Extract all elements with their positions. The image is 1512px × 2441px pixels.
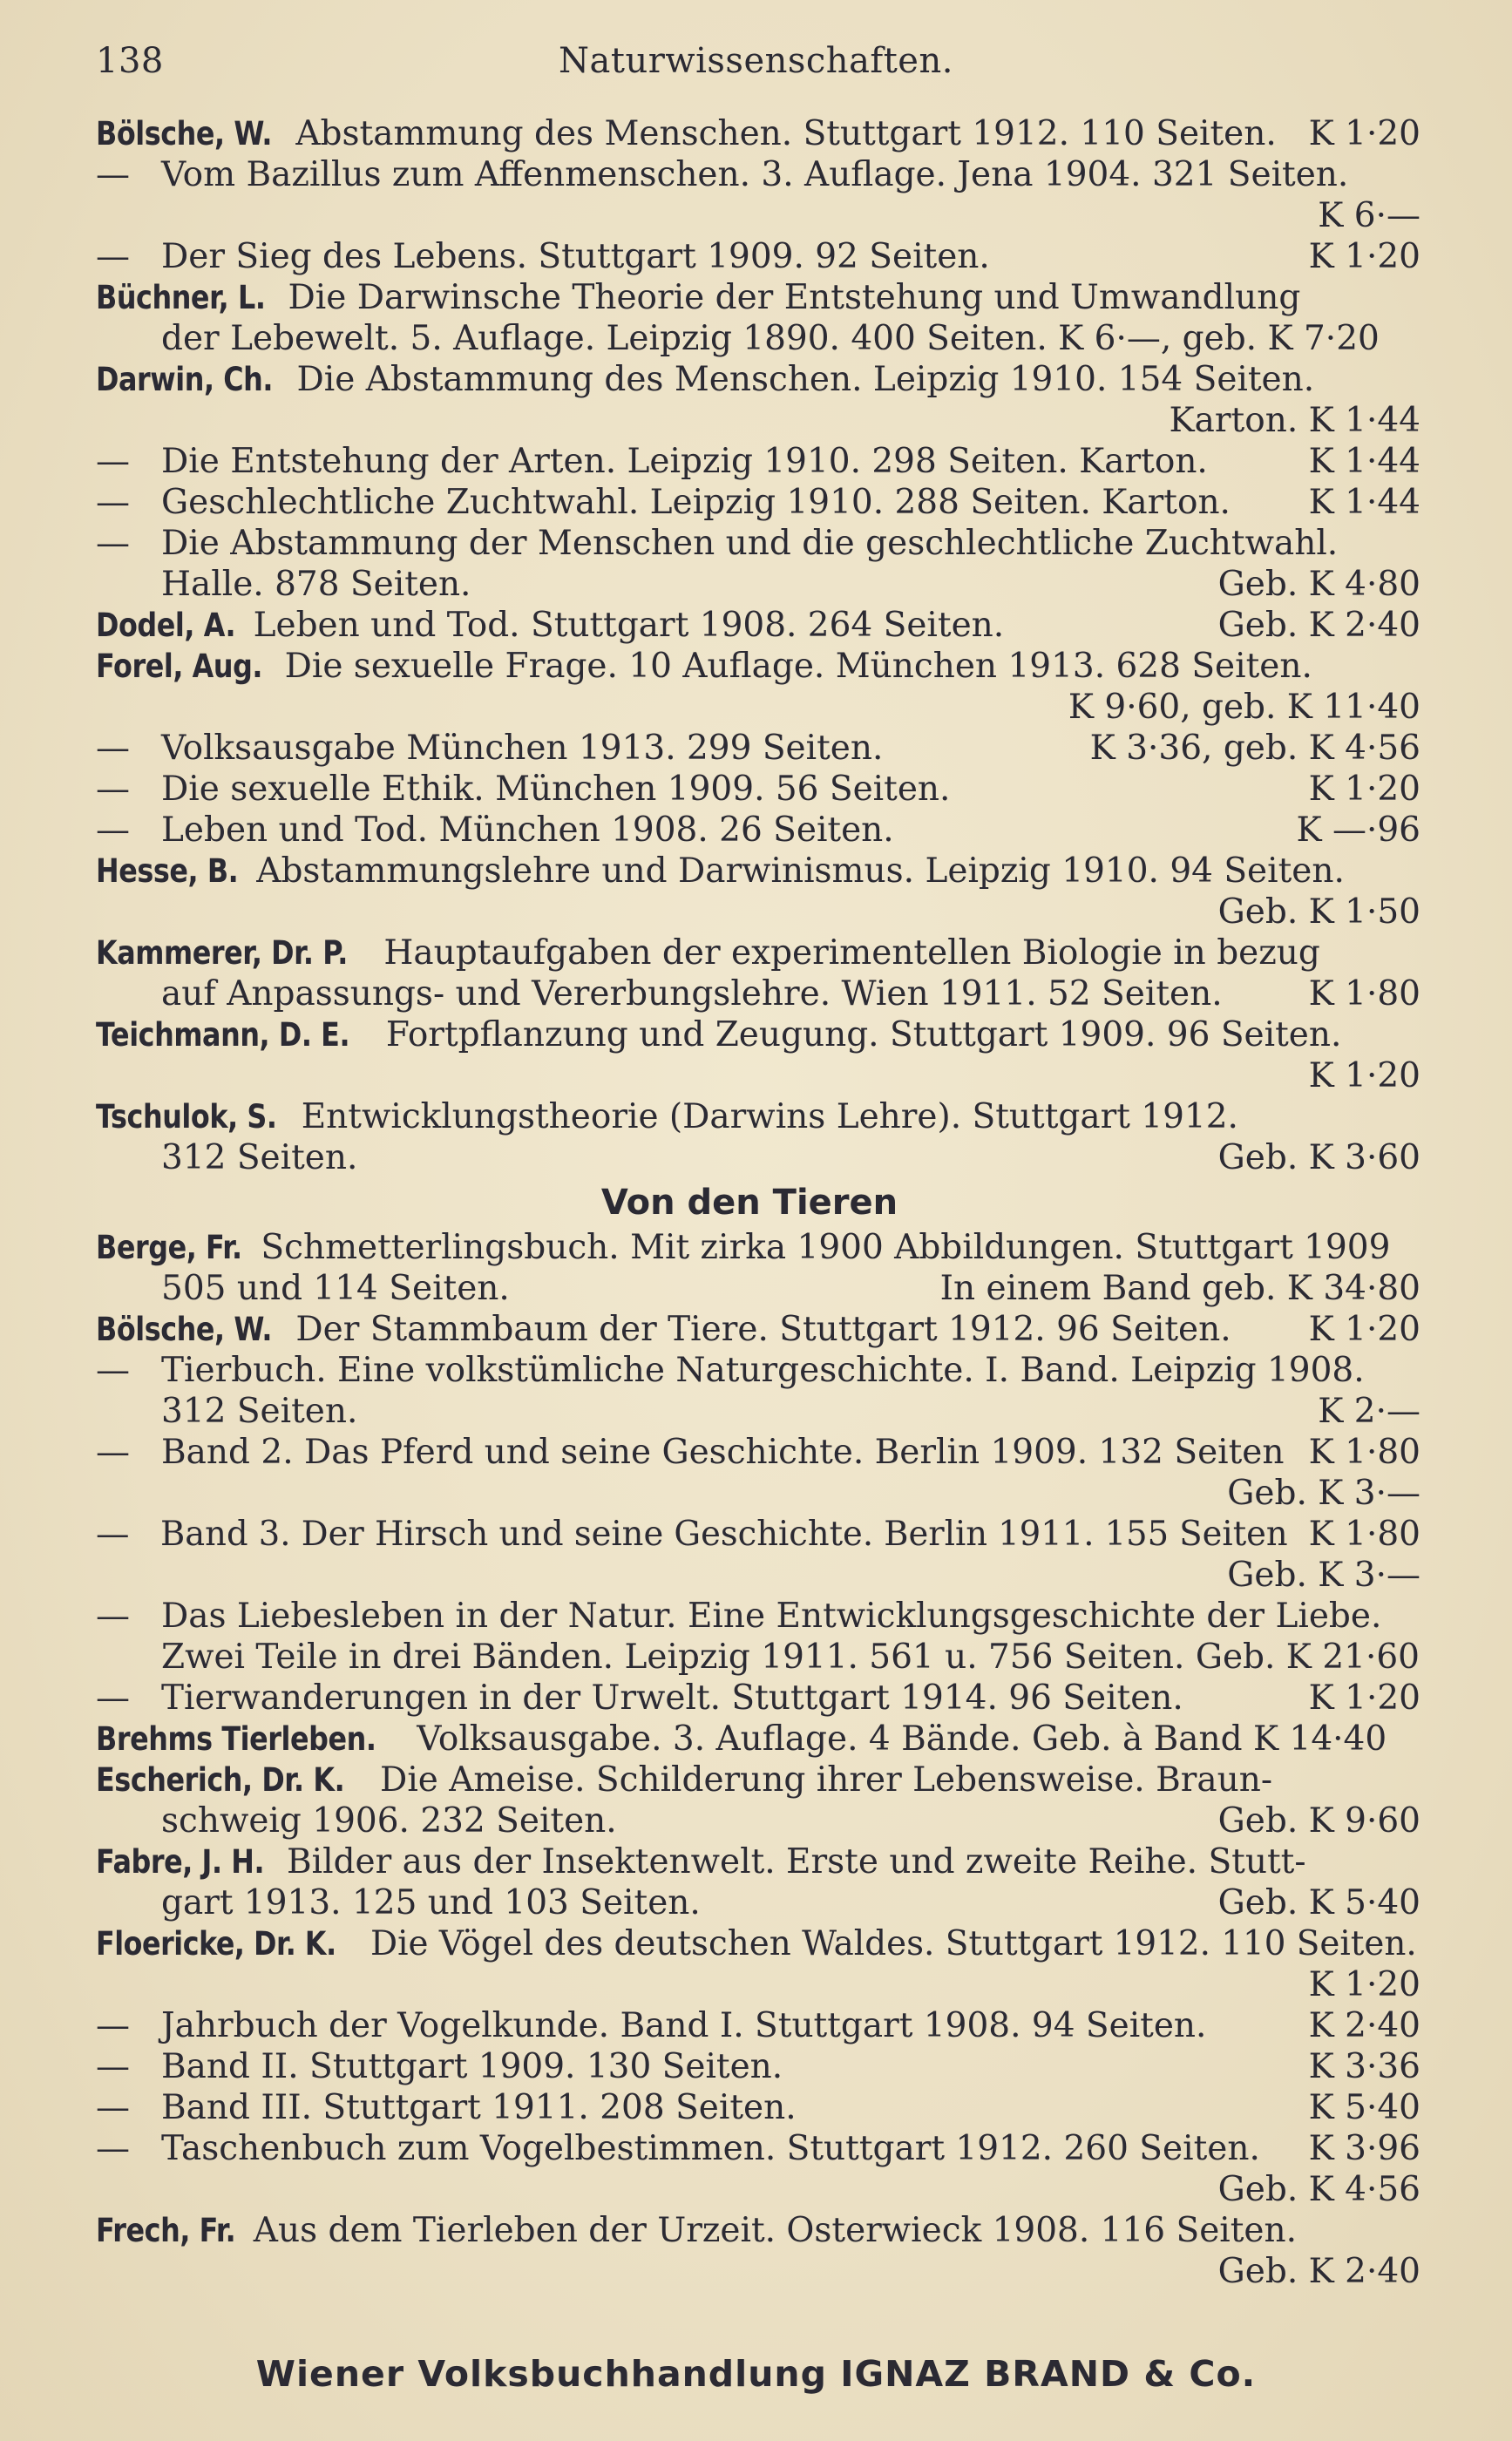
catalog-line	[96, 1268, 1420, 1309]
catalog-line	[96, 1096, 1420, 1137]
catalog-line	[96, 113, 1420, 154]
entry-text	[96, 1350, 1365, 1391]
title-text: schweig 1906. 232 Seiten.	[161, 1801, 617, 1841]
author-name: Escherich, Dr. K.	[96, 1761, 345, 1799]
price: K 9·60, geb. K 11·40	[1068, 688, 1420, 727]
catalog-line	[96, 2210, 1420, 2251]
ditto-dash: —	[96, 1433, 130, 1472]
catalog-line	[96, 523, 1420, 564]
title-text: Taschenbuch zum Vogelbestimmen. Stuttgart 1912. 260 Seiten.	[161, 2129, 1260, 2168]
catalog-line	[96, 2087, 1420, 2128]
author-name: Tschulok, S.	[96, 1098, 277, 1136]
catalog-line	[96, 1391, 1420, 1432]
price: Geb. K 4·80	[1217, 565, 1420, 604]
catalog-line	[96, 1882, 1420, 1923]
entry-text	[96, 2046, 783, 2087]
catalog-line	[96, 2169, 1420, 2210]
entry-text	[96, 236, 990, 277]
title-text: 505 und 114 Seiten.	[161, 1269, 510, 1308]
ditto-dash: —	[96, 1515, 130, 1554]
catalog-line	[96, 687, 1420, 728]
title-text: Vom Bazillus zum Affenmenschen. 3. Auflage. Jena 1904. 321 Seiten.	[161, 155, 1349, 194]
ditto-dash: —	[96, 155, 130, 194]
price: K 3·96	[1308, 2129, 1420, 2168]
entry-text	[161, 1800, 617, 1841]
author-name: Berge, Fr.	[96, 1229, 242, 1266]
entry-text	[161, 1268, 510, 1309]
entry-text	[96, 2005, 1206, 2046]
author-name: Dodel, A.	[96, 607, 236, 644]
catalog-line	[96, 1637, 1420, 1678]
price: Geb. K 9·60	[1217, 1801, 1420, 1841]
author-name: Floericke, Dr. K.	[96, 1925, 336, 1963]
author-name: Darwin, Ch.	[96, 361, 274, 398]
price: K 2·—	[1318, 1392, 1420, 1431]
price: K 3·36, geb. K 4·56	[1089, 729, 1420, 768]
title-text: Band 3. Der Hirsch und seine Geschichte. Berlin 1911. 155 Seiten	[159, 1515, 1288, 1554]
catalog-line	[96, 400, 1420, 441]
entry-text	[161, 1391, 357, 1432]
entry-text	[96, 1760, 1272, 1800]
ditto-dash: —	[96, 442, 130, 481]
catalog-line	[96, 973, 1420, 1014]
ditto-dash: —	[96, 2047, 130, 2086]
author-name: Büchner, L.	[96, 279, 266, 316]
entry-text	[161, 564, 471, 605]
catalog-line	[96, 2005, 1420, 2046]
author-name: Teichmann, D. E.	[96, 1016, 350, 1054]
entry-text	[96, 1841, 1306, 1882]
ditto-dash: —	[96, 1351, 130, 1390]
catalog-listing	[96, 113, 1420, 2292]
price: K 1·44	[1308, 442, 1420, 481]
title-text: Die Darwinsche Theorie der Entstehung und Umwandlung	[277, 278, 1301, 317]
price: K 2·40	[1308, 2006, 1420, 2045]
ditto-dash: —	[96, 1678, 130, 1718]
title-text: Die sexuelle Ethik. München 1909. 56 Seiten.	[161, 770, 951, 809]
price: Geb. K 3·—	[1227, 1474, 1420, 1513]
price: K 1·80	[1308, 1515, 1420, 1554]
title-text: Schmetterlingsbuch. Mit zirka 1900 Abbildungen. Stuttgart 1909	[250, 1228, 1391, 1267]
entry-text	[96, 1514, 1288, 1555]
ditto-dash: —	[96, 2088, 130, 2127]
entry-text	[96, 523, 1338, 564]
entry-text	[96, 769, 950, 810]
catalog-line	[96, 2046, 1420, 2087]
catalog-line	[96, 1014, 1420, 1055]
title-text: Tierbuch. Eine volkstümliche Naturgeschichte. I. Band. Leipzig 1908.	[161, 1351, 1365, 1390]
ditto-dash: —	[96, 524, 130, 563]
price: K 1·80	[1308, 1433, 1420, 1472]
catalog-line	[96, 1227, 1420, 1268]
entry-text	[96, 1678, 1183, 1719]
ditto-dash: —	[96, 729, 130, 768]
ditto-dash: —	[96, 1597, 130, 1636]
catalog-line	[96, 318, 1420, 359]
entry-text	[96, 1014, 1341, 1055]
title-text: Jahrbuch der Vogelkunde. Band I. Stuttgart 1908. 94 Seiten.	[161, 2006, 1207, 2045]
catalog-line	[96, 1555, 1420, 1596]
title-text: Hauptaufgaben der experimentellen Biologie in bezug	[372, 933, 1320, 973]
title-text: 312 Seiten.	[161, 1138, 358, 1177]
title-text: Die Abstammung des Menschen. Leipzig 1910. 154 Seiten.	[286, 360, 1315, 399]
price: K 1·20	[1308, 237, 1420, 276]
section-heading: Von den Tieren	[600, 1183, 898, 1223]
title-text: Halle. 878 Seiten.	[161, 565, 471, 604]
entry-text	[96, 1719, 1387, 1760]
catalog-line	[96, 932, 1420, 973]
ditto-dash: —	[96, 2006, 130, 2045]
publisher-footer: Wiener Volksbuchhandlung IGNAZ BRAND & Co.	[255, 2353, 1257, 2395]
entry-text	[96, 1227, 1390, 1268]
catalog-line	[96, 851, 1420, 892]
entry-text	[161, 318, 1380, 359]
ditto-dash: —	[96, 770, 130, 809]
entry-text	[96, 932, 1320, 973]
entry-text	[161, 1637, 1420, 1678]
entry-text	[96, 1596, 1381, 1637]
title-text: Leben und Tod. München 1908. 26 Seiten.	[161, 810, 894, 850]
title-text: Die Vögel des deutschen Waldes. Stuttgart 1912. 110 Seiten.	[359, 1924, 1417, 1963]
entry-text	[96, 1096, 1238, 1137]
entry-text	[96, 728, 883, 769]
catalog-line	[96, 277, 1420, 318]
catalog-line	[96, 154, 1420, 195]
entry-text	[96, 605, 1004, 646]
catalog-line	[96, 1137, 1420, 1178]
title-text: Der Stammbaum der Tiere. Stuttgart 1912. 96 Seiten.	[284, 1310, 1231, 1349]
title-text: Band 2. Das Pferd und seine Geschichte. Berlin 1909. 132 Seiten	[161, 1433, 1285, 1472]
price: Geb. K 4·56	[1217, 2170, 1420, 2209]
entry-text	[96, 2128, 1260, 2169]
price: Karton. K 1·44	[1169, 401, 1420, 440]
catalog-line	[96, 1800, 1420, 1841]
ditto-dash: —	[96, 483, 130, 522]
entry-text	[96, 482, 1231, 523]
entry-text	[96, 851, 1345, 892]
price: Geb. K 3·—	[1227, 1556, 1420, 1595]
title-text: Aus dem Tierleben der Urzeit. Osterwieck 1908. 116 Seiten.	[242, 2211, 1298, 2250]
title-text: Die Entstehung der Arten. Leipzig 1910. 298 Seiten. Karton.	[161, 442, 1208, 481]
author-name: Kammerer, Dr. P.	[96, 934, 348, 972]
page-number: 138	[96, 41, 164, 81]
title-text: Zwei Teile in drei Bänden. Leipzig 1911. 561 u. 756 Seiten. Geb. K 21·60	[161, 1638, 1420, 1677]
price: K 1·44	[1308, 483, 1420, 522]
catalog-line	[96, 2251, 1420, 2292]
title-text: gart 1913. 125 und 103 Seiten.	[161, 1883, 701, 1922]
author-name: Hesse, B.	[96, 852, 239, 890]
catalog-line	[96, 769, 1420, 810]
title-text: Tierwanderungen in der Urwelt. Stuttgart 1914. 96 Seiten.	[161, 1678, 1183, 1718]
price: K 1·20	[1308, 1678, 1420, 1718]
price: Geb. K 2·40	[1217, 2252, 1420, 2291]
title-text: Entwicklungstheorie (Darwins Lehre). Stuttgart 1912.	[290, 1097, 1238, 1136]
catalog-line	[96, 441, 1420, 482]
entry-text	[96, 1309, 1231, 1350]
price: Geb. K 5·40	[1217, 1883, 1420, 1922]
catalog-line	[96, 1964, 1420, 2005]
entry-text	[161, 973, 1223, 1014]
entry-text	[96, 154, 1348, 195]
price: K —·96	[1296, 810, 1420, 850]
entry-text	[96, 277, 1300, 318]
price: K 5·40	[1308, 2088, 1420, 2127]
ditto-dash: —	[96, 237, 130, 276]
entry-text	[96, 2210, 1297, 2251]
title-text: 312 Seiten.	[161, 1392, 358, 1431]
price: K 1·20	[1308, 114, 1420, 153]
catalog-line	[96, 2128, 1420, 2169]
catalog-line	[96, 1841, 1420, 1882]
catalog-line	[96, 1350, 1420, 1391]
entry-text	[96, 810, 894, 851]
price: K 3·36	[1308, 2047, 1420, 2086]
author-name: Frech, Fr.	[96, 2212, 236, 2249]
title-text: Die sexuelle Frage. 10 Auflage. München 1913. 628 Seiten.	[274, 647, 1312, 686]
title-text: Leben und Tod. Stuttgart 1908. 264 Seiten.	[242, 606, 1005, 645]
entry-text	[161, 1882, 701, 1923]
catalog-line	[96, 646, 1420, 687]
catalog-line	[96, 810, 1420, 851]
title-text: Volksausgabe. 3. Auflage. 4 Bände. Geb. à Band K 14·40	[405, 1719, 1387, 1759]
author-name: Forel, Aug.	[96, 648, 263, 685]
catalog-line	[96, 359, 1420, 400]
price: Geb. K 1·50	[1217, 892, 1420, 932]
price: K 1·80	[1308, 974, 1420, 1014]
catalog-line	[96, 1719, 1420, 1760]
title-text: Band II. Stuttgart 1909. 130 Seiten.	[161, 2047, 783, 2086]
title-text: Geschlechtliche Zuchtwahl. Leipzig 1910. 288 Seiten. Karton.	[161, 483, 1231, 522]
catalog-line	[96, 482, 1420, 523]
price: Geb. K 2·40	[1217, 606, 1420, 645]
author-name: Bölsche, W.	[96, 115, 273, 153]
price: Geb. K 3·60	[1217, 1138, 1420, 1177]
title-text: Bilder aus der Insektenwelt. Erste und zweite Reihe. Stutt-	[275, 1842, 1306, 1882]
catalog-line	[96, 1309, 1420, 1350]
title-text: auf Anpassungs- und Vererbungslehre. Wien 1911. 52 Seiten.	[161, 974, 1223, 1014]
entry-text	[96, 359, 1314, 400]
catalog-line	[96, 195, 1420, 236]
catalog-line	[96, 1473, 1420, 1514]
page-header	[96, 35, 1416, 87]
entry-text	[96, 646, 1312, 687]
price: In einem Band geb. K 34·80	[939, 1269, 1420, 1308]
title-text: Abstammung des Menschen. Stuttgart 1912. 110 Seiten.	[284, 114, 1277, 153]
title-text: Die Ameise. Schilderung ihrer Lebensweise. Braun-	[369, 1760, 1273, 1800]
catalog-line	[96, 564, 1420, 605]
title-text: Der Sieg des Lebens. Stuttgart 1909. 92 Seiten.	[161, 237, 990, 276]
ditto-dash: —	[96, 810, 130, 850]
catalog-line	[96, 1514, 1420, 1555]
title-text: Die Abstammung der Menschen und die geschlechtliche Zuchtwahl.	[161, 524, 1339, 563]
entry-text	[96, 1923, 1417, 1964]
catalog-line	[96, 1923, 1420, 1964]
price: K 1·20	[1308, 1056, 1420, 1095]
title-text: der Lebewelt. 5. Auflage. Leipzig 1890. 400 Seiten. K 6·—, geb. K 7·20	[161, 319, 1380, 358]
catalog-line	[96, 728, 1420, 769]
catalog-line	[96, 1596, 1420, 1637]
entry-text	[96, 113, 1277, 154]
entry-text	[161, 1137, 357, 1178]
catalog-line	[96, 1055, 1420, 1096]
catalog-line	[96, 1760, 1420, 1800]
catalog-line	[96, 1678, 1420, 1719]
price: K 6·—	[1318, 196, 1420, 235]
title-text: Band III. Stuttgart 1911. 208 Seiten.	[161, 2088, 797, 2127]
author-name: Brehms Tierleben.	[96, 1720, 376, 1758]
title-text: Volksausgabe München 1913. 299 Seiten.	[161, 729, 884, 768]
catalog-line	[96, 1432, 1420, 1473]
catalog-line	[96, 236, 1420, 277]
catalog-line	[96, 605, 1420, 646]
catalog-line	[96, 892, 1420, 932]
price: K 1·20	[1308, 1965, 1420, 2004]
entry-text	[96, 1432, 1285, 1473]
title-text: Das Liebesleben in der Natur. Eine Entwicklungsgeschichte der Liebe.	[161, 1597, 1382, 1636]
entry-text	[96, 441, 1208, 482]
title-text: Abstammungslehre und Darwinismus. Leipzig 1910. 94 Seiten.	[245, 851, 1345, 891]
title-text: Fortpflanzung und Zeugung. Stuttgart 1909. 96 Seiten.	[375, 1015, 1342, 1054]
ditto-dash: —	[96, 2129, 130, 2168]
price: K 1·20	[1308, 770, 1420, 809]
running-title: Naturwissenschaften.	[559, 41, 953, 81]
price: K 1·20	[1308, 1310, 1420, 1349]
entry-text	[96, 2087, 797, 2128]
author-name: Bölsche, W.	[96, 1311, 273, 1348]
author-name: Fabre, J. H.	[96, 1843, 265, 1881]
